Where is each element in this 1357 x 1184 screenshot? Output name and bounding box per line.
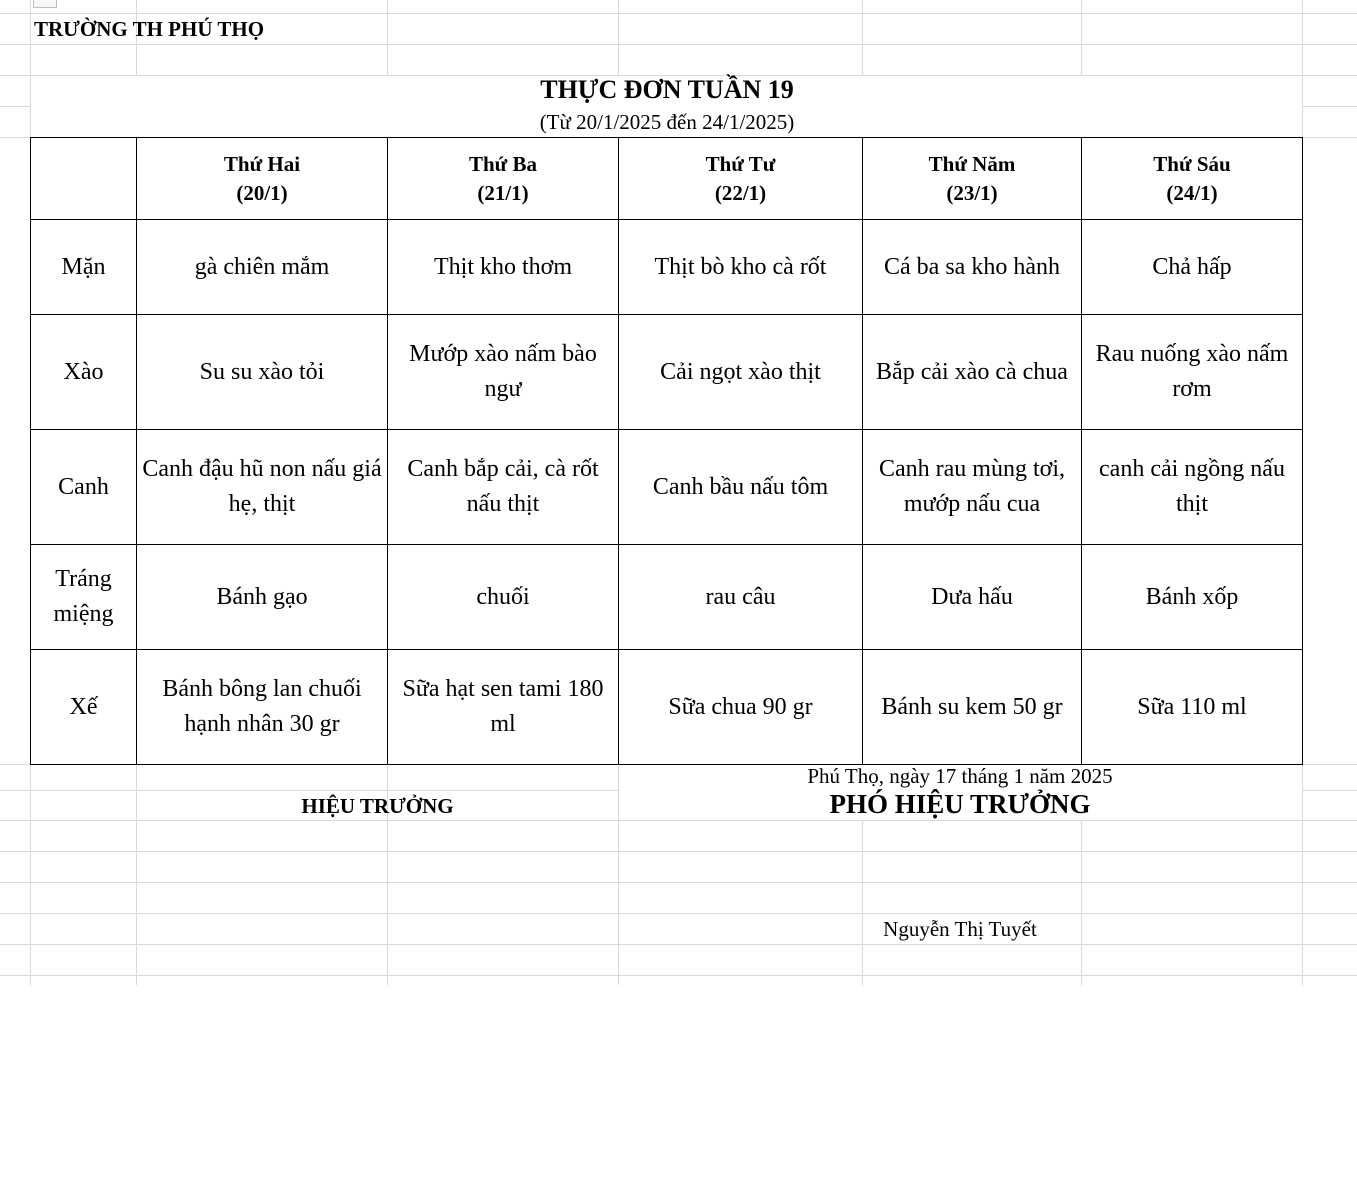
gridline (0, 882, 1357, 883)
menu-cell: Su su xào tỏi (137, 315, 388, 430)
table-row (31, 220, 1303, 315)
menu-cell: Canh bầu nấu tôm (619, 430, 863, 545)
menu-cell: Sữa hạt sen tami 180 ml (388, 650, 619, 765)
table-header-row (31, 138, 1303, 220)
signer-name: Nguyễn Thị Tuyết (883, 917, 1037, 941)
menu-cell: Bắp cải xào cà chua (863, 315, 1082, 430)
menu-cell: Sữa 110 ml (1082, 650, 1303, 765)
menu-cell: Bánh xốp (1082, 545, 1303, 650)
menu-cell: chuối (388, 545, 619, 650)
weekly-menu-table (30, 137, 1303, 765)
meal-type-label: Canh (31, 430, 137, 545)
menu-cell: Bánh su kem 50 gr (863, 650, 1082, 765)
menu-cell: Bánh bông lan chuối hạnh nhân 30 gr (137, 650, 388, 765)
meal-type-label: Mặn (31, 220, 137, 315)
day-header: Thứ Hai (20/1) (137, 138, 388, 220)
vice-principal-label: PHÓ HIỆU TRƯỞNG (829, 789, 1091, 819)
gridline (0, 820, 1357, 821)
meal-type-label: Tráng miệng (31, 545, 137, 650)
menu-cell: Chả hấp (1082, 220, 1303, 315)
menu-cell: gà chiên mắm (137, 220, 388, 315)
menu-cell: Canh đậu hũ non nấu giá hẹ, thịt (137, 430, 388, 545)
table-row (31, 430, 1303, 545)
menu-cell: Cải ngọt xào thịt (619, 315, 863, 430)
meal-type-label: Xế (31, 650, 137, 765)
gridline (0, 44, 1357, 45)
menu-cell: Sữa chua 90 gr (619, 650, 863, 765)
principal-label: HIỆU TRƯỞNG (301, 794, 454, 818)
menu-title: THỰC ĐƠN TUẦN 19 (540, 75, 794, 104)
menu-cell: Mướp xào nấm bào ngư (388, 315, 619, 430)
gridline (0, 851, 1357, 852)
school-name: TRƯỜNG TH PHÚ THỌ (34, 17, 265, 41)
menu-cell: Thịt kho thơm (388, 220, 619, 315)
embedded-object-icon (33, 0, 57, 8)
day-header: Thứ Sáu (24/1) (1082, 138, 1303, 220)
gridline (0, 975, 1357, 976)
gridline (0, 913, 1357, 914)
day-header: Thứ Tư (22/1) (619, 138, 863, 220)
menu-cell: Canh rau mùng tơi, mướp nấu cua (863, 430, 1082, 545)
day-header: Thứ Ba (21/1) (388, 138, 619, 220)
menu-cell: Bánh gạo (137, 545, 388, 650)
menu-cell: Dưa hấu (863, 545, 1082, 650)
signing-date-line: Phú Thọ, ngày 17 tháng 1 năm 2025 (807, 764, 1113, 788)
meal-type-label: Xào (31, 315, 137, 430)
table-row (31, 545, 1303, 650)
menu-cell: Cá ba sa kho hành (863, 220, 1082, 315)
menu-cell: Thịt bò kho cà rốt (619, 220, 863, 315)
menu-cell: rau câu (619, 545, 863, 650)
corner-cell (31, 138, 137, 220)
table-row (31, 650, 1303, 765)
menu-cell: Rau nuống xào nấm rơm (1082, 315, 1303, 430)
day-header: Thứ Năm (23/1) (863, 138, 1082, 220)
menu-cell: canh cải ngồng nấu thịt (1082, 430, 1303, 545)
table-row (31, 315, 1303, 430)
gridline (0, 13, 1357, 14)
menu-cell: Canh bắp cải, cà rốt nấu thịt (388, 430, 619, 545)
gridline (0, 944, 1357, 945)
menu-date-range: (Từ 20/1/2025 đến 24/1/2025) (539, 110, 795, 134)
